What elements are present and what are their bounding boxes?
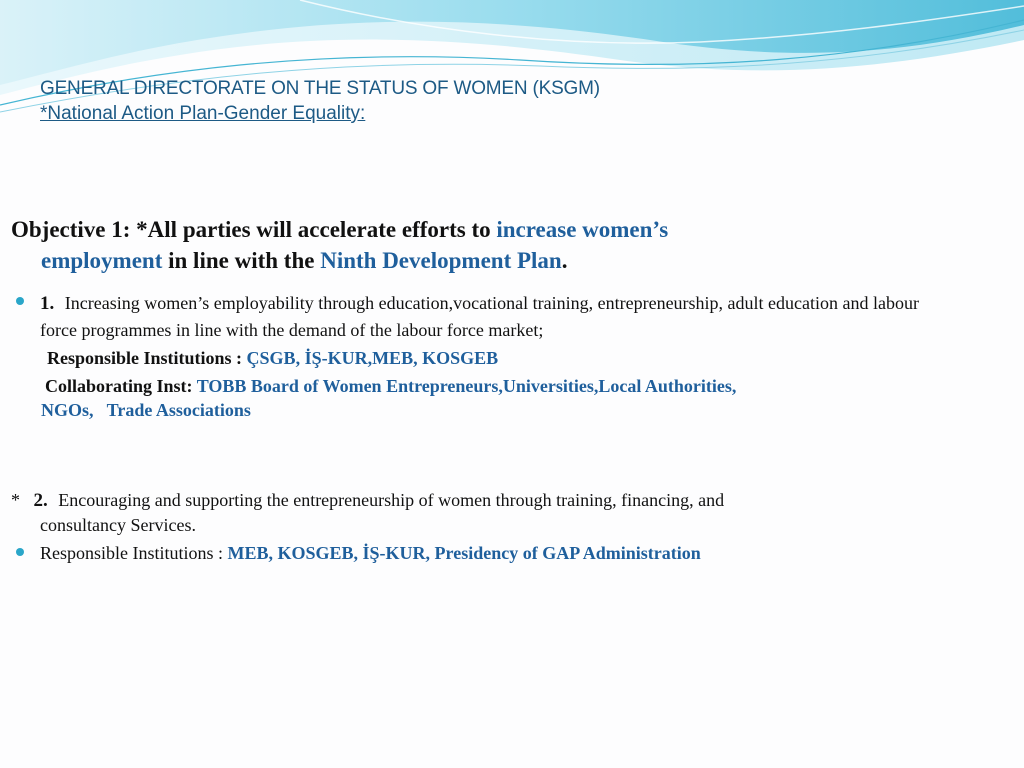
objective-statement [11, 214, 861, 276]
item-2-responsible [40, 541, 701, 566]
bullet-icon [16, 548, 24, 556]
item-1-collab-value-b: NGOs, Trade Associations [41, 400, 251, 420]
item-1-collaborating [41, 374, 905, 422]
title-line-2: *National Action Plan-Gender Equality: [40, 103, 366, 124]
item-2-marker: * [11, 490, 20, 510]
objective-highlight-employment-b: employment [41, 248, 163, 273]
bullet-icon [16, 297, 24, 305]
item-1-collab-label: Collaborating Inst: [45, 376, 197, 396]
objective-middle: in line with the [162, 248, 321, 273]
item-2-responsible-label: Responsible Institutions : [40, 543, 228, 563]
item-1-responsible [47, 345, 498, 372]
item-1-collab-value-a: TOBB Board of Women Entrepreneurs,Universities,Local Authorities, [196, 376, 737, 396]
item-2-text-b: consultancy Services. [40, 515, 196, 535]
objective-prefix: Objective 1: *All parties will accelerate efforts to [11, 217, 497, 242]
item-1-number: 1. [40, 293, 55, 314]
title-line-1: GENERAL DIRECTORATE ON THE STATUS OF WOMEN (KSGM) [40, 78, 600, 99]
list-item-1 [40, 290, 920, 344]
list-item-2 [11, 488, 891, 538]
item-2-text-a: Encouraging and supporting the entrepreneurship of women through training, financing, and [58, 490, 725, 510]
objective-suffix: . [561, 248, 568, 273]
item-2-number: 2. [33, 490, 48, 511]
slide-title [40, 77, 600, 127]
item-1-responsible-value: ÇSGB, İŞ-KUR,MEB, KOSGEB [246, 348, 499, 368]
item-1-responsible-label: Responsible Institutions : [47, 348, 247, 368]
item-1-text: Increasing women’s employability through education,vocational training, entrepreneurship, adult education and labour force programmes in line with the demand of the labour force market; [40, 293, 919, 340]
item-2-responsible-value: MEB, KOSGEB, İŞ-KUR, Presidency of GAP Administration [227, 543, 701, 563]
objective-highlight-plan: Ninth Development Plan [320, 248, 562, 273]
objective-highlight-employment-a: increase women’s [496, 217, 669, 242]
